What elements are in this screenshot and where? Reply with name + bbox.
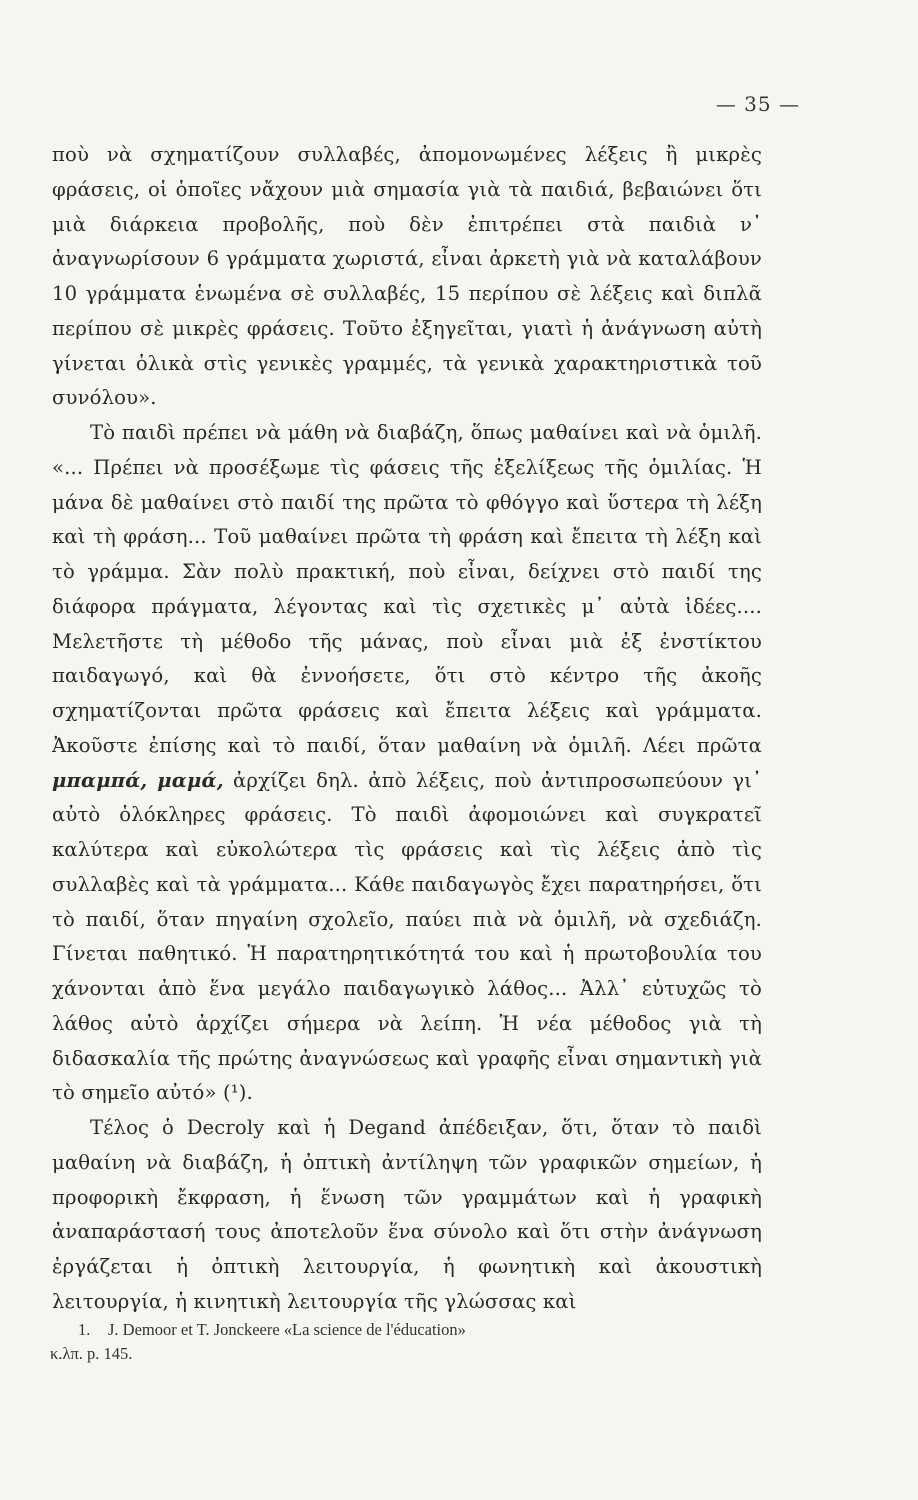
paragraph-text: Τὸ παιδὶ πρέπει νὰ μάθη νὰ διαβάζη, ὅπως μαθαίνει καὶ νὰ ὁμιλῆ. «... Πρέπει νὰ προσέξωμε τὶς φάσεις τῆς ἐξελίξεως τῆς ὁμιλίας. Ἡ μάνα δὲ μαθαίνει στὸ παιδί της πρῶτα τὸ φθόγγο καὶ ὕστερα τὴ λέξη καὶ τὴ φράση... Τοῦ μαθαίνει πρῶτα τὴ φράση καὶ ἔπειτα τὴ λέξη καὶ τὸ γράμμα. Σὰν πολὺ πρακτική, ποὺ εἶναι, δείχνει στὸ παιδί της διάφορα πράγματα, λέγοντας καὶ τὶς σχετικὲς μ᾿ αὐτὰ ἰδέες.... Μελετῆστε τὴ μέθοδο τῆς μάνας, ποὺ εἶναι μιὰ ἐξ ἐνστίκτου παιδαγωγό, καὶ θὰ ἐννοήσετε, ὅτι στὸ κέντρο τῆς ἀκοῆς σχηματίζονται πρῶτα φράσεις καὶ ἔπειτα λέξεις καὶ γράμματα. Ἀκοῦστε ἐπίσης καὶ τὸ παιδί, ὅταν μαθαίνη νὰ ὁμιλῆ. Λέει πρῶτα: [52, 421, 762, 757]
footnote-number: 1.: [78, 1320, 91, 1339]
paragraph-text: ἀρχίζει δηλ. ἀπὸ λέξεις, ποὺ ἀντιπροσωπεύουν γι᾿ αὐτὸ ὁλόκληρες φράσεις. Τὸ παιδὶ ἀφομοιώνει καὶ συγκρατεῖ καλύτερα καὶ εὐκολώτερα τὶς φράσεις καὶ τὶς λέξεις ἀπὸ τὶς συλλαβὲς καὶ τὰ γράμματα... Κάθε παιδαγωγὸς ἔχει παρατηρήσει, ὅτι τὸ παιδί, ὅταν πηγαίνη σχολεῖο, παύει πιὰ νὰ ὁμιλῆ, νὰ σχεδιάζη. Γίνεται παθητικό. Ἡ παρατηρητικότητά του καὶ ἡ πρωτοβουλία του χάνονται ἀπὸ ἕνα μεγάλο παιδαγωγικὸ λάθος... Ἀλλ᾿ εὐτυχῶς τὸ λάθος αὐτὸ ἀρχίζει σήμερα νὰ λείπη. Ἡ νέα μέθοδος γιὰ τὴ διδασκαλία τῆς πρώτης ἀναγνώσεως καὶ γραφῆς εἶναι σημαντικὴ γιὰ τὸ σημεῖο αὐτό» (¹).: [52, 768, 763, 1105]
body-text: [52, 138, 762, 1320]
footnote-text: J. Demoor et T. Jonckeere «La science de l'éducation»: [108, 1320, 466, 1339]
footnote-continuation: κ.λπ. p. 145.: [50, 1344, 133, 1363]
emphasized-text: μπαμπά, μαμά,: [52, 768, 224, 792]
page-number: — 35 —: [715, 92, 800, 116]
paragraph-text: ποὺ νὰ σχηματίζουν συλλαβές, ἀπομονωμένες λέξεις ἢ μικρὲς φράσεις, οἱ ὁποῖες νἄχουν μιὰ σημασία γιὰ τὰ παιδιά, βεβαιώνει ὅτι μιὰ διάρκεια προβολῆς, ποὺ δὲν ἐπιτρέπει στὰ παιδιὰ ν᾿ ἀναγνωρίσουν 6 γράμματα χωριστά, εἶναι ἀρκετὴ γιὰ νὰ καταλάβουν 10 γράμματα ἑνωμένα σὲ συλλαβές, 15 περίπου σὲ λέξεις καὶ διπλᾶ περίπου σὲ μικρὲς φράσεις. Τοῦτο ἐξηγεῖται, γιατὶ ἡ ἀνάγνωση αὐτὴ γίνεται ὁλικὰ στὶς γενικὲς γραμμές, τὰ γενικὰ χαρακτηριστικὰ τοῦ συνόλου».: [52, 143, 762, 410]
paragraph-text: Τέλος ὁ Decroly καὶ ἡ Degand ἀπέδειξαν, ὅτι, ὅταν τὸ παιδὶ μαθαίνη νὰ διαβάζη, ἡ ὀπτικὴ ἀντίληψη τῶν γραφικῶν σημείων, ἡ προφορικὴ ἔκφραση, ἡ ἕνωση τῶν γραμμάτων καὶ ἡ γραφικὴ ἀναπαράστασή τους ἀποτελοῦν ἕνα σύνολο καὶ ὅτι στὴν ἀνάγνωση ἐργάζεται ἡ ὀπτικὴ λειτουργία, ἡ φωνητικὴ καὶ ἀκουστικὴ λειτουργία, ἡ κινητικὴ λειτουργία τῆς γλώσσας καὶ: [52, 1116, 762, 1313]
footnote: [50, 1318, 760, 1366]
paragraph: [52, 138, 762, 416]
paragraph: [52, 416, 762, 1111]
paragraph: [52, 1111, 762, 1320]
